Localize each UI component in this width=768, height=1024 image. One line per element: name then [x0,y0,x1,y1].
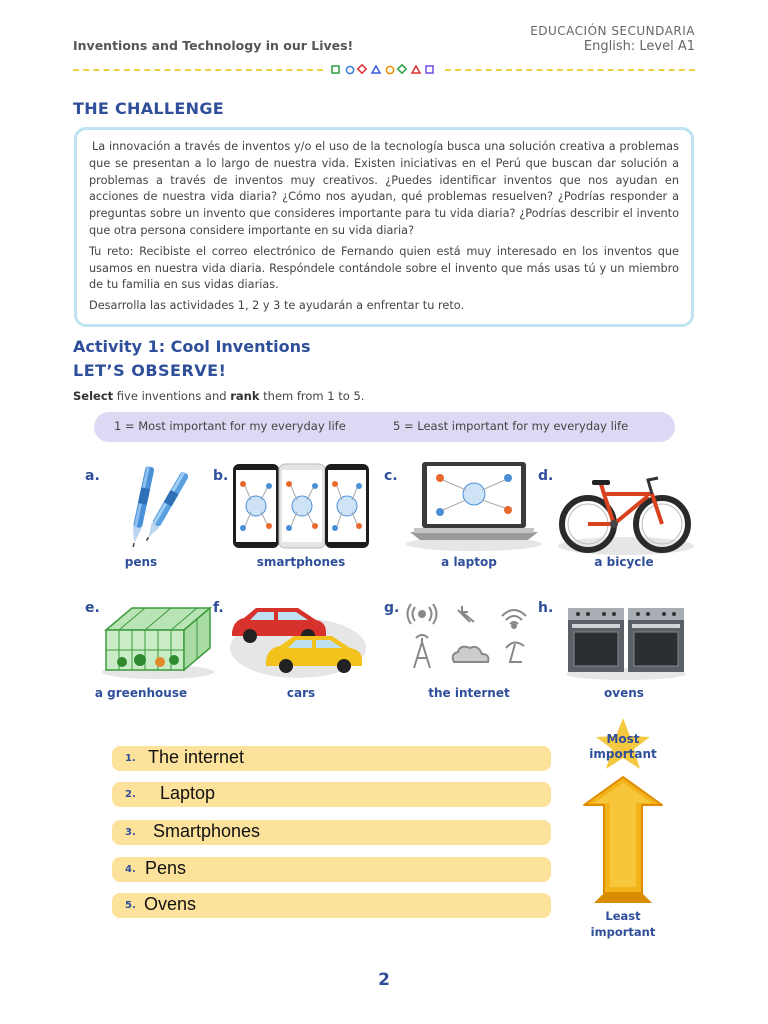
item-label-bicycle: a bicycle [594,555,654,569]
laptop-icon[interactable] [404,460,544,552]
rank-number: 4. [125,864,136,875]
instruction-end: them from 1 to 5. [259,389,365,403]
rank-answer: Laptop [160,783,216,803]
activity-subtitle: LET’S OBSERVE! [73,361,227,380]
item-label-laptop: a laptop [441,555,497,569]
instruction-rank: rank [230,389,260,403]
challenge-paragraph-1: La innovación a través de inventos y/o el uso de la tecnología busca una solución creativa a problemas que se presentan a lo largo de nuestra vida. Existen iniciativas en el Perú que buscan dar solución a problemas a través de inventos muy creativos. ¿Puedes identificar inventos que nos ayudan en acciones de nuestra vida diaria? ¿Cómo nos ayudan, qué problemas resuelven? ¿Podrías responder a preguntas sobre un invento que consideres importante para tu vida diaria? ¿Podrías describir el invento que otra persona considere importante en su vida diaria? [89,140,679,237]
ovens-icon[interactable] [564,604,688,680]
item-letter-c: c. [384,468,398,484]
least-important-label [583,908,663,940]
legend-most: 1 = Most important for my everyday life [114,419,346,433]
least-line-1: Least [605,909,641,923]
internet-icon[interactable] [402,602,532,674]
level-info [530,24,695,54]
item-letter-f: f. [213,600,224,616]
challenge-title: THE CHALLENGE [73,99,224,118]
rank-answer: Ovens [144,894,197,914]
item-letter-d: d. [538,468,554,484]
item-label-cars: cars [286,686,316,700]
rank-legend [94,412,675,442]
rank-answer: Smartphones [153,821,261,841]
item-label-internet: the internet [428,686,510,700]
least-line-2: important [590,925,656,939]
rank-answer: The internet [148,747,245,767]
instruction-select: Select [73,389,114,403]
header-divider-left [73,69,323,71]
legend-least: 5 = Least important for my everyday life [393,419,629,433]
item-label-ovens: ovens [604,686,644,700]
page-number: 2 [378,970,390,990]
arrow-up-icon [580,775,666,909]
item-letter-b: b. [213,468,229,484]
rank-number: 5. [125,900,136,911]
rank-field-2[interactable] [112,782,551,807]
item-letter-a: a. [85,468,100,484]
level-line-2: English: Level A1 [583,39,695,54]
item-label-greenhouse: a greenhouse [94,686,188,700]
smartphones-icon[interactable] [231,462,371,550]
greenhouse-icon[interactable] [100,602,216,680]
rank-number: 2. [125,789,136,800]
rank-number: 1. [125,753,136,764]
instruction-mid: five inventions and [113,389,231,403]
item-label-smartphones: smartphones [256,555,346,569]
pens-icon[interactable] [122,462,188,554]
decorative-shapes-icon [331,64,437,76]
activity-title: Activity 1: Cool Inventions [73,337,311,356]
unit-title: Inventions and Technology in our Lives! [73,38,354,53]
challenge-paragraph-2: Tu reto: Recibiste el correo electrónico de Fernando quien está muy interesado en los inventos que usamos en nuestra vida diaria. Respóndele contándole sobre el invento que más usas tú y un miembro de tu familia en sus vidas diarias. [89,244,679,292]
item-letter-e: e. [85,600,100,616]
most-line-1: Most [606,732,640,746]
item-label-pens: pens [124,555,158,569]
rank-field-1[interactable] [112,746,551,771]
rank-number: 3. [125,827,136,838]
item-letter-g: g. [384,600,400,616]
rank-field-3[interactable] [112,820,551,845]
most-important-label [583,732,663,762]
rank-answer: Pens [145,858,187,878]
challenge-box [74,127,694,327]
item-letter-h: h. [538,600,554,616]
most-line-2: important [589,747,657,761]
rank-field-5[interactable] [112,893,551,918]
level-line-1: EDUCACIÓN SECUNDARIA [530,24,695,38]
rank-field-4[interactable] [112,857,551,882]
cars-icon[interactable] [228,604,368,680]
challenge-paragraph-3: Desarrolla las actividades 1, 2 y 3 te ayudarán a enfrentar tu reto. [89,299,465,313]
bicycle-icon[interactable] [556,472,696,556]
header-divider-right [445,69,695,71]
activity-instruction [73,389,364,403]
